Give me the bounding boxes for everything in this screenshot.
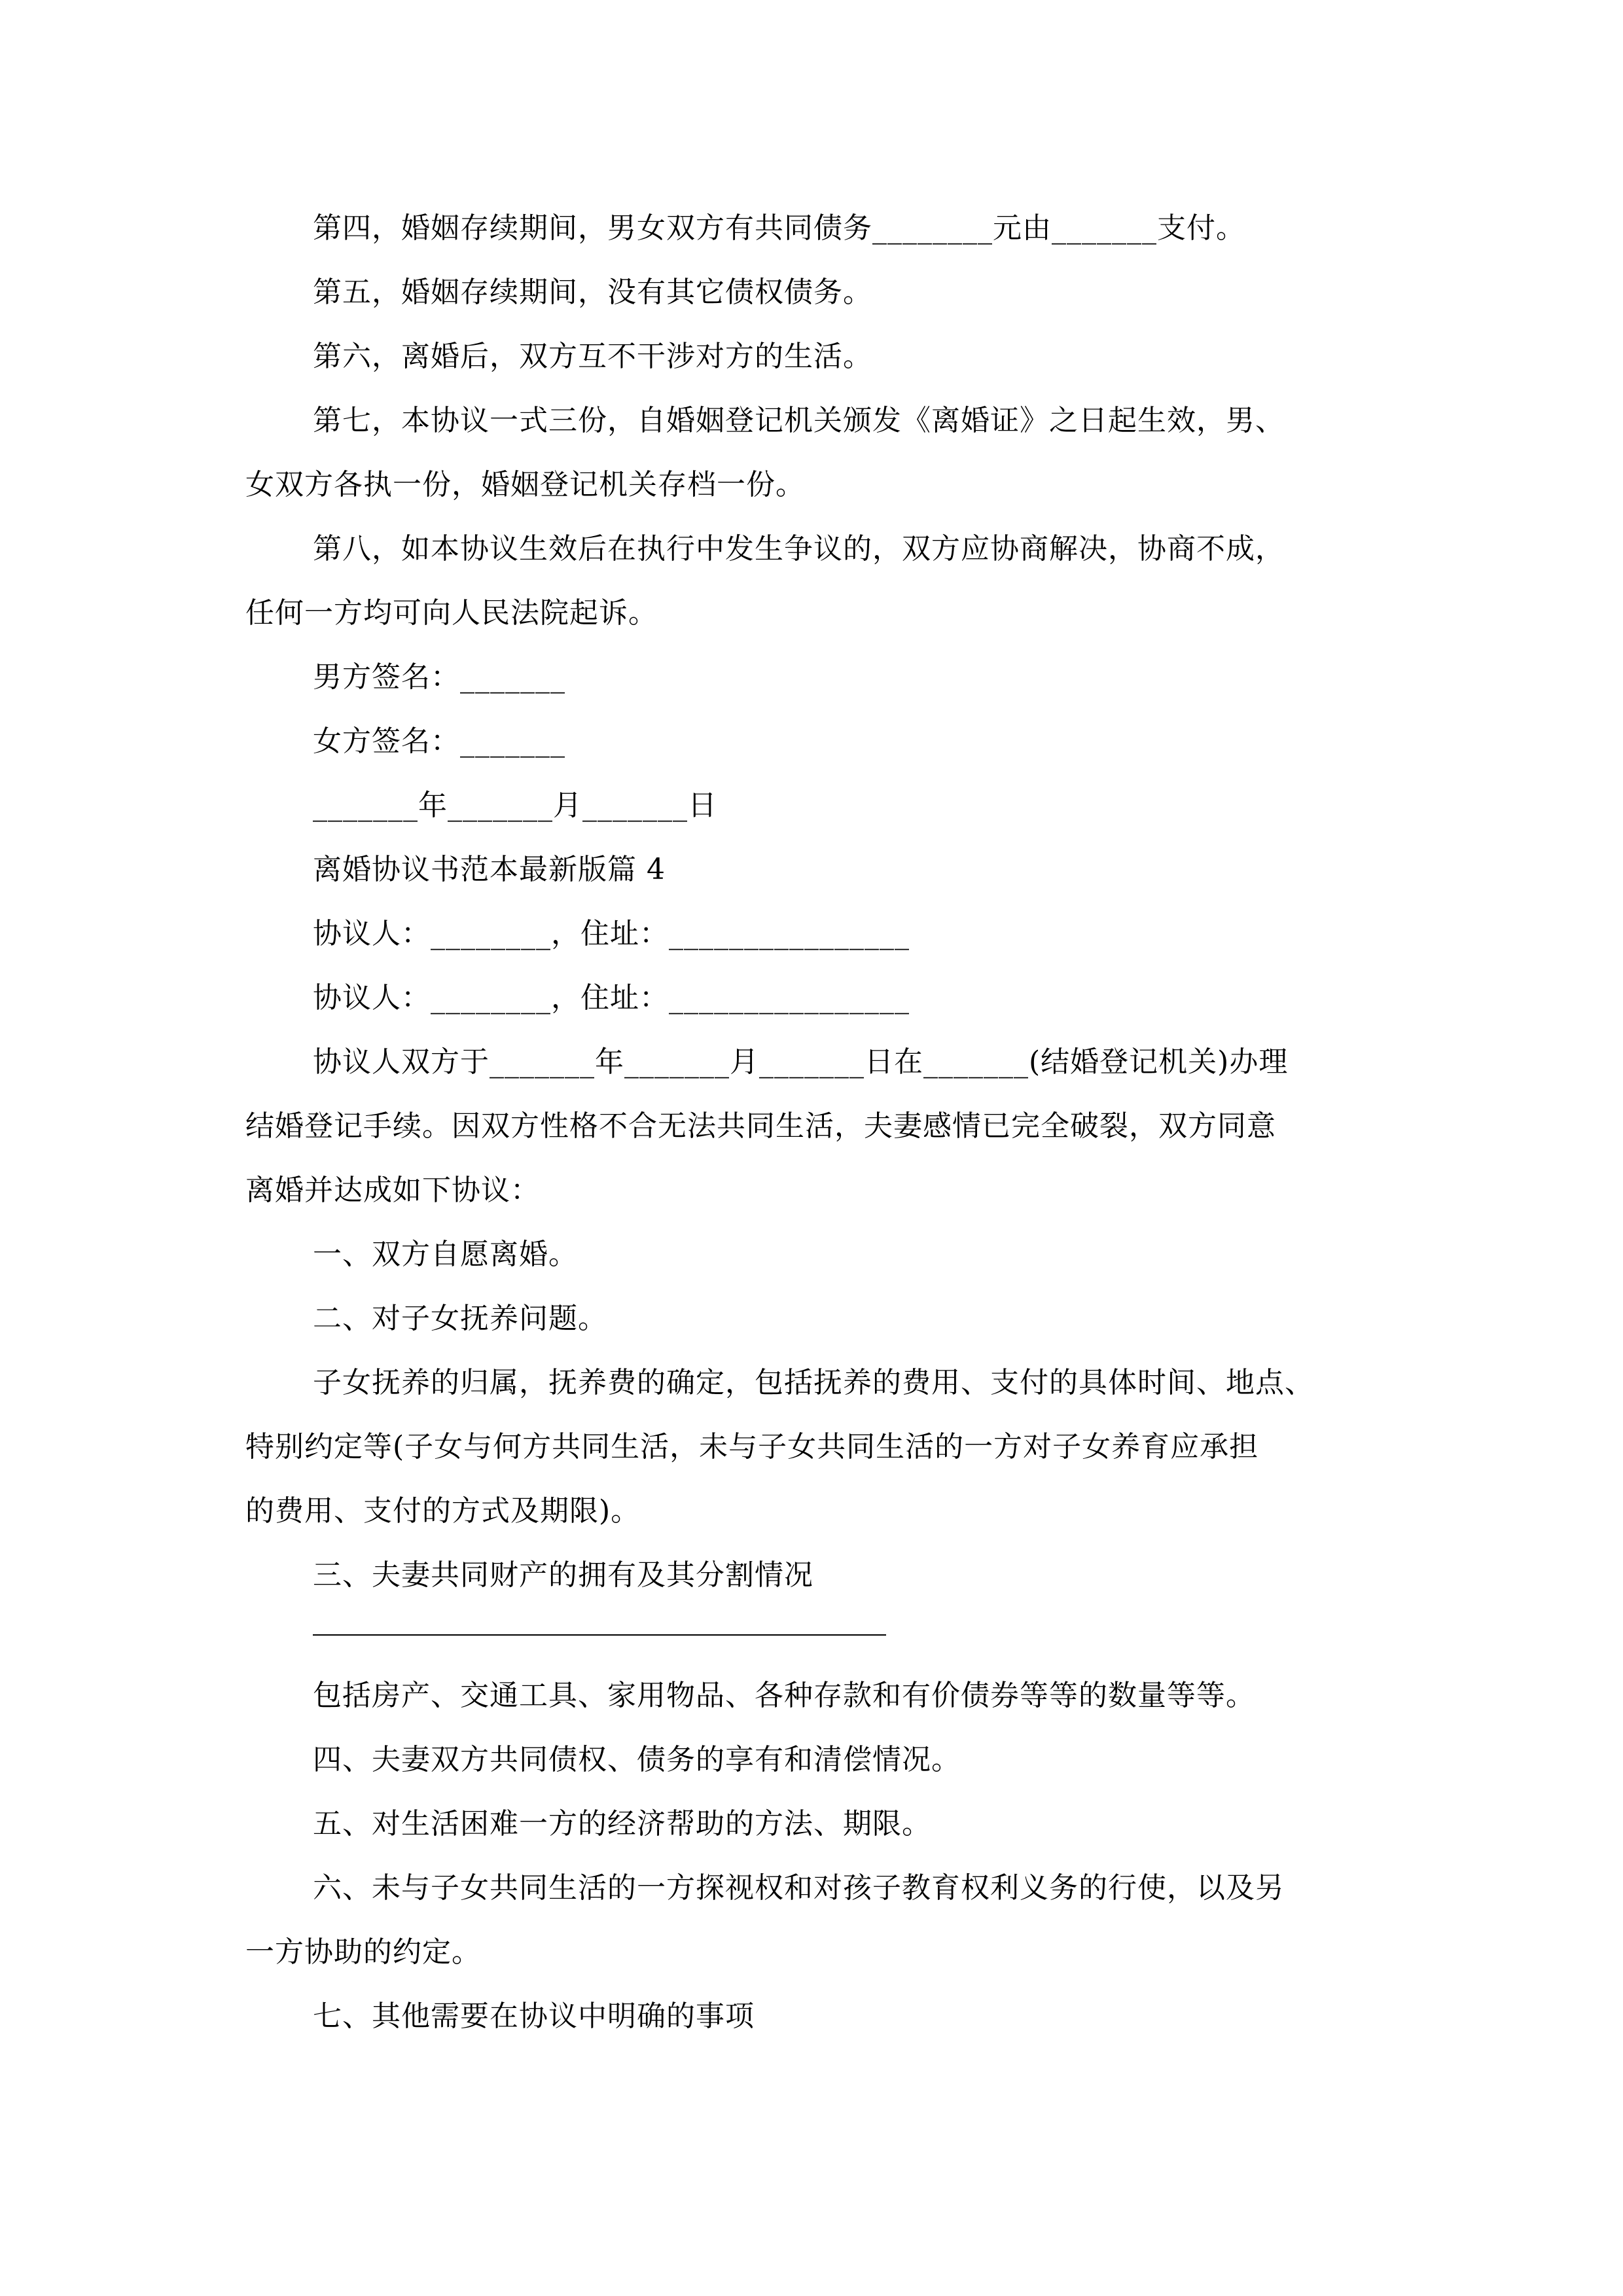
blank-rule <box>313 1634 886 1636</box>
item-3-line: 三、夫妻共同财产的拥有及其分割情况 <box>313 1558 813 1592</box>
item-2-line: 二、对子女抚养问题。 <box>313 1302 607 1335</box>
preamble-line-3: 离婚并达成如下协议： <box>245 1174 540 1207</box>
item-7-line: 七、其他需要在协议中明确的事项 <box>313 2000 755 2033</box>
item-6-line-1: 六、未与子女共同生活的一方探视权和对孩子教育权利义务的行使，以及另 <box>313 1871 1285 1905</box>
item-5-line: 五、对生活困难一方的经济帮助的方法、期限。 <box>313 1807 931 1840</box>
item-2-detail-line-1: 子女抚养的归属，抚养费的确定，包括抚养的费用、支付的具体时间、地点、 <box>313 1366 1314 1399</box>
item-4-line: 四、夫妻双方共同债权、债务的享有和清偿情况。 <box>313 1743 961 1776</box>
clause-6-line: 第六，离婚后，双方互不干涉对方的生活。 <box>313 340 872 373</box>
item-2-detail-line-3: 的费用、支付的方式及期限)。 <box>245 1494 641 1528</box>
party-2-line: 协议人：________，住址：________________ <box>313 981 910 1014</box>
item-3-detail-line: 包括房产、交通工具、家用物品、各种存款和有价债券等等的数量等等。 <box>313 1679 1255 1712</box>
clause-7-line-2: 女双方各执一份，婚姻登记机关存档一份。 <box>245 468 805 501</box>
item-6-line-2: 一方协助的约定。 <box>245 1935 481 1969</box>
clause-5-line: 第五，婚姻存续期间，没有其它债权债务。 <box>313 276 872 309</box>
clause-8-line-1: 第八，如本协议生效后在执行中发生争议的，双方应协商解决，协商不成， <box>313 532 1285 565</box>
preamble-line-1: 协议人双方于_______年_______月_______日在_______(结婚登记机关)办理 <box>313 1045 1289 1079</box>
preamble-line-2: 结婚登记手续。因双方性格不合无法共同生活，夫妻感情已完全破裂，双方同意 <box>245 1109 1276 1143</box>
clause-7-line-1: 第七，本协议一式三份，自婚姻登记机关颁发《离婚证》之日起生效，男、 <box>313 404 1285 437</box>
section-heading: 离婚协议书范本最新版篇 4 <box>313 853 666 886</box>
clause-4-line: 第四，婚姻存续期间，男女双方有共同债务________元由_______支付。 <box>313 211 1245 245</box>
item-2-detail-line-2: 特别约定等(子女与何方共同生活，未与子女共同生活的一方对子女养育应承担 <box>245 1430 1259 1463</box>
item-1-line: 一、双方自愿离婚。 <box>313 1238 578 1271</box>
party-1-line: 协议人：________，住址：________________ <box>313 917 910 950</box>
clause-8-line-2: 任何一方均可向人民法院起诉。 <box>245 596 658 630</box>
female-signature-line: 女方签名：_______ <box>313 725 565 758</box>
male-signature-line: 男方签名：_______ <box>313 660 565 694</box>
date-line: _______年_______月_______日 <box>313 789 717 822</box>
